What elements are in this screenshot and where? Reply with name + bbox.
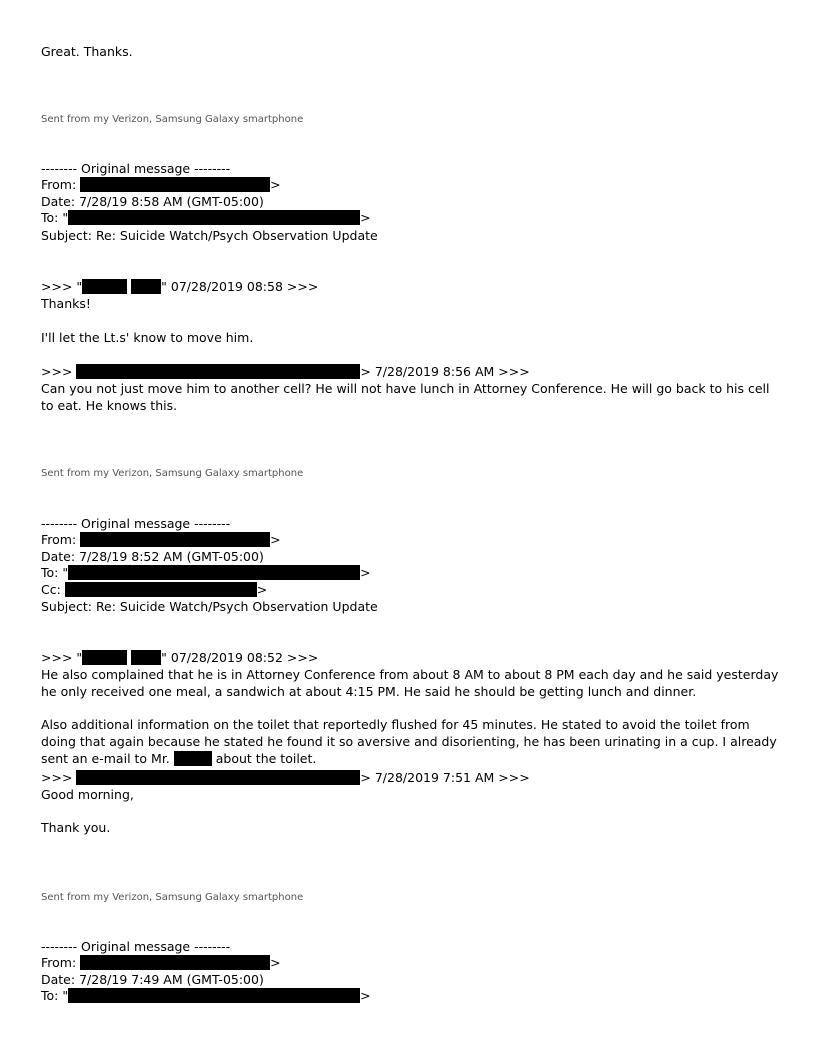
angle: > (270, 532, 281, 547)
redaction (68, 565, 360, 580)
thanks-text: Thanks! (41, 296, 91, 311)
cc-line (41, 582, 267, 597)
date-value: 7/28/19 7:49 AM (GMT-05:00) (79, 972, 264, 987)
quote-line (41, 364, 530, 379)
to-label: To: " (41, 988, 69, 1003)
to-line (41, 565, 371, 580)
signature: Sent from my Verizon, Samsung Galaxy smartphone (41, 468, 304, 479)
date-line (41, 194, 264, 209)
redaction (80, 532, 270, 547)
angle: > (270, 955, 281, 970)
quote-prefix: >>> (41, 770, 73, 785)
from-line (41, 177, 281, 192)
intro-text: Great. Thanks. (41, 44, 133, 59)
angle: > (256, 582, 268, 597)
complaint-text: He also complained that he is in Attorney Conference from about 8 AM to about 8 PM each day and he said yesterday he only received one meal, a sandwich at about 4:15 PM. He said he should be getting lunch and dinner. (41, 667, 779, 699)
body-text: I'll let the Lt.s' know to move him. (41, 330, 254, 345)
cc-label: Cc: (41, 582, 61, 597)
from-label: From: (41, 955, 77, 970)
quote-tail: " 07/28/2019 08:58 >>> (161, 279, 319, 294)
subject-line (41, 228, 378, 243)
to-line (41, 988, 371, 1003)
date-label: Date: (41, 194, 76, 209)
to-label: To: " (41, 565, 69, 580)
redaction (65, 582, 257, 597)
from-line (41, 532, 281, 547)
from-label: From: (41, 532, 77, 547)
redaction (76, 770, 360, 785)
date-line (41, 549, 264, 564)
subject-label: Subject: (41, 228, 92, 243)
toilet-text (41, 716, 781, 767)
subject-value: Re: Suicide Watch/Psych Observation Update (95, 599, 378, 614)
redaction (82, 650, 127, 665)
quote-line (41, 770, 530, 785)
redaction (131, 650, 161, 665)
redaction (82, 279, 127, 294)
original-message-header: -------- Original message -------- (41, 161, 231, 176)
quote-line (41, 279, 318, 294)
to-label: To: " (41, 210, 69, 225)
original-message-header: -------- Original message -------- (41, 516, 231, 531)
angle: > (360, 210, 371, 225)
angle: > (360, 565, 371, 580)
from-label: From: (41, 177, 77, 192)
quote-prefix: >>> " (41, 279, 83, 294)
quote-prefix: >>> " (41, 650, 83, 665)
date-label: Date: (41, 549, 76, 564)
quote-tail: > 7/28/2019 7:51 AM >>> (360, 770, 530, 785)
angle: > (270, 177, 281, 192)
original-message-header: -------- Original message -------- (41, 939, 231, 954)
redaction (131, 279, 161, 294)
quote-line (41, 650, 318, 665)
redaction (76, 364, 360, 379)
date-label: Date: (41, 972, 76, 987)
quote-tail: > 7/28/2019 8:56 AM >>> (360, 364, 530, 379)
quote-tail: " 07/28/2019 08:52 >>> (161, 650, 319, 665)
greeting-text: Good morning, (41, 787, 134, 802)
subject-line (41, 599, 378, 614)
from-line (41, 955, 281, 970)
signature: Sent from my Verizon, Samsung Galaxy smartphone (41, 114, 304, 125)
date-value: 7/28/19 8:52 AM (GMT-05:00) (79, 549, 264, 564)
date-value: 7/28/19 8:58 AM (GMT-05:00) (79, 194, 264, 209)
closing-text: Thank you. (41, 820, 111, 835)
toilet-text-a: Also additional information on the toilet that reportedly flushed for 45 minutes. He stated to avoid the toilet from doing that again because he stated he found it so aversive and disorienting, he has been urinating in a cup. I already sent an e-mail to Mr. (41, 717, 777, 766)
question-text: Can you not just move him to another cell? He will not have lunch in Attorney Conference. He will go back to his cell to eat. He knows this. (41, 381, 770, 413)
redaction (80, 955, 270, 970)
quote-prefix: >>> (41, 364, 73, 379)
redaction (68, 988, 360, 1003)
redaction (80, 177, 270, 192)
redaction (68, 210, 360, 225)
redaction (174, 751, 212, 766)
subject-value: Re: Suicide Watch/Psych Observation Update (95, 228, 378, 243)
signature: Sent from my Verizon, Samsung Galaxy smartphone (41, 892, 304, 903)
toilet-text-b: about the toilet. (215, 751, 317, 766)
subject-label: Subject: (41, 599, 92, 614)
date-line (41, 972, 264, 987)
angle: > (360, 988, 371, 1003)
to-line (41, 210, 371, 225)
